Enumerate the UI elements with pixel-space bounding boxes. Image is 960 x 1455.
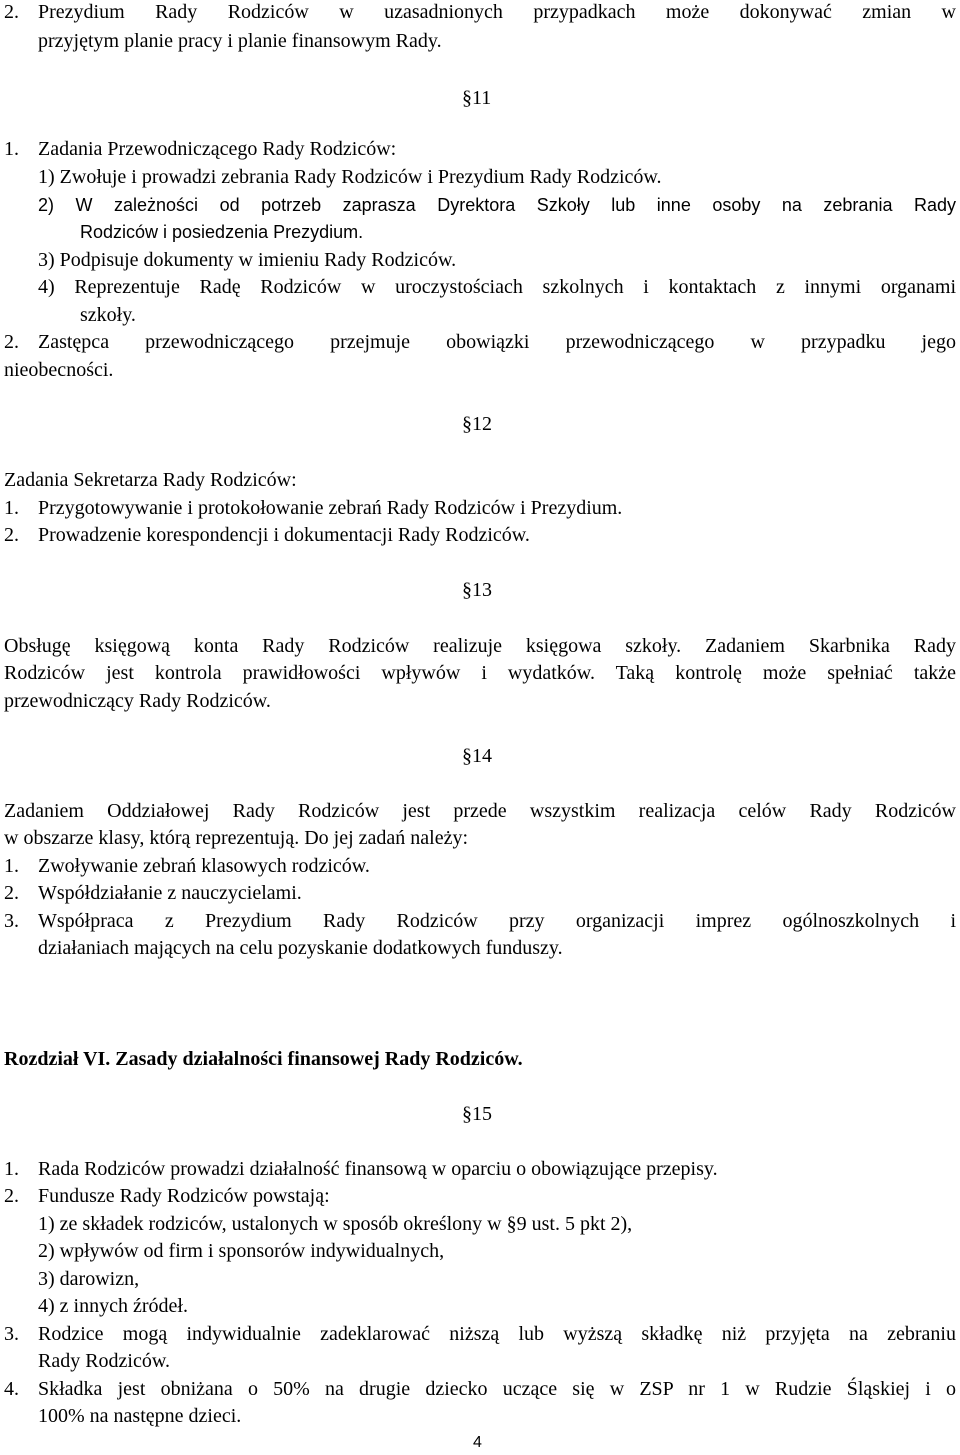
section-number: §14: [462, 745, 492, 767]
list-text: Prezydium Rady Rodziców w uzasadnionych przypadkach może dokonywać zmian w: [38, 1, 956, 23]
section-number: §12: [462, 413, 492, 435]
section-number: §11: [462, 87, 492, 109]
section-number: §15: [462, 1103, 492, 1125]
page-number: 4: [473, 1434, 482, 1451]
section-number: §13: [462, 579, 492, 601]
document-page: 2. Prezydium Rady Rodziców w uzasadnionych przypadkach może dokonywać zmian w przyjętym planie pracy i planie finansowym Rady. §11 1. Zadania Przewodniczącego Rady Rodziców: 1) Zwołuje i prowadzi zebrania Rady Rodziców i Prezydium Rady Rodziców. 2) W zależności od potrzeb zaprasza Dyrektora Szkoły lub inne osoby na zebrania Rady Rodziców i posiedzenia Prezydium. 3) Podpisuje dokumenty w imieniu Rady Rodziców. 4) Reprezentuje Radę Rodziców w uroczystościach szkolnych i kontaktach z innymi organami szkoły. 2. Zastępca przewodniczącego przejmuje obowiązki przewodniczącego w przypadku jego nieobecności. §12 Zadania Sekretarza Rady Rodziców: 1. Przygotowywanie i protokołowanie zebrań Rady Rodziców i Prezydium. 2. Prowadzenie korespondencji i dokumentacji Rady Rodziców. §13 Obsługę księgową konta Rady Rodziców realizuje księgowa szkoły. Zadaniem Skarbnika Rady Rodziców jest kontrola prawidłowości wpływów i wydatków. Taką kontrolę może spełniać także przewodniczący Rady Rodziców. §14 Zadaniem Oddziałowej Rady Rodziców jest przede wszystkim realizacja celów Rady Rodziców w obszarze klasy, którą reprezentują. Do jej zadań należy: 1. Zwoływanie zebrań klasowych rodziców. 2. Współdziałanie z nauczycielami. 3. Współpraca z Prezydium Rady Rodziców przy organizacji imprez ogólnoszkolnych i działaniach mających na celu pozyskanie dodatkowych funduszy. Rozdział VI. Zasady działalności finansowej Rady Rodziców. §15 1. Rada Rodziców prowadzi działalność finansową w oparciu o obowiązujące przepisy. 2. Fundusze Rady Rodziców powstają: 1) ze składek rodziców, ustalonych w sposób określony w §9 ust. 5 pkt 2), 2) wpływów od firm i sponsorów indywidualnych, 3) darowizn, 4) z innych źródeł. 3. Rodzice mogą indywidualnie zadeklarować niższą lub wyższą składkę niż przyjęta na zebraniu Rady Rodziców. 4. Składka jest obniżana o 50% na drugie dziecko uczące się w ZSP nr 1 w Rudzie Śląskiej i o 100% na następne dzieci. 4: [4, 1, 956, 1451]
list-number: 2.: [4, 1, 19, 23]
